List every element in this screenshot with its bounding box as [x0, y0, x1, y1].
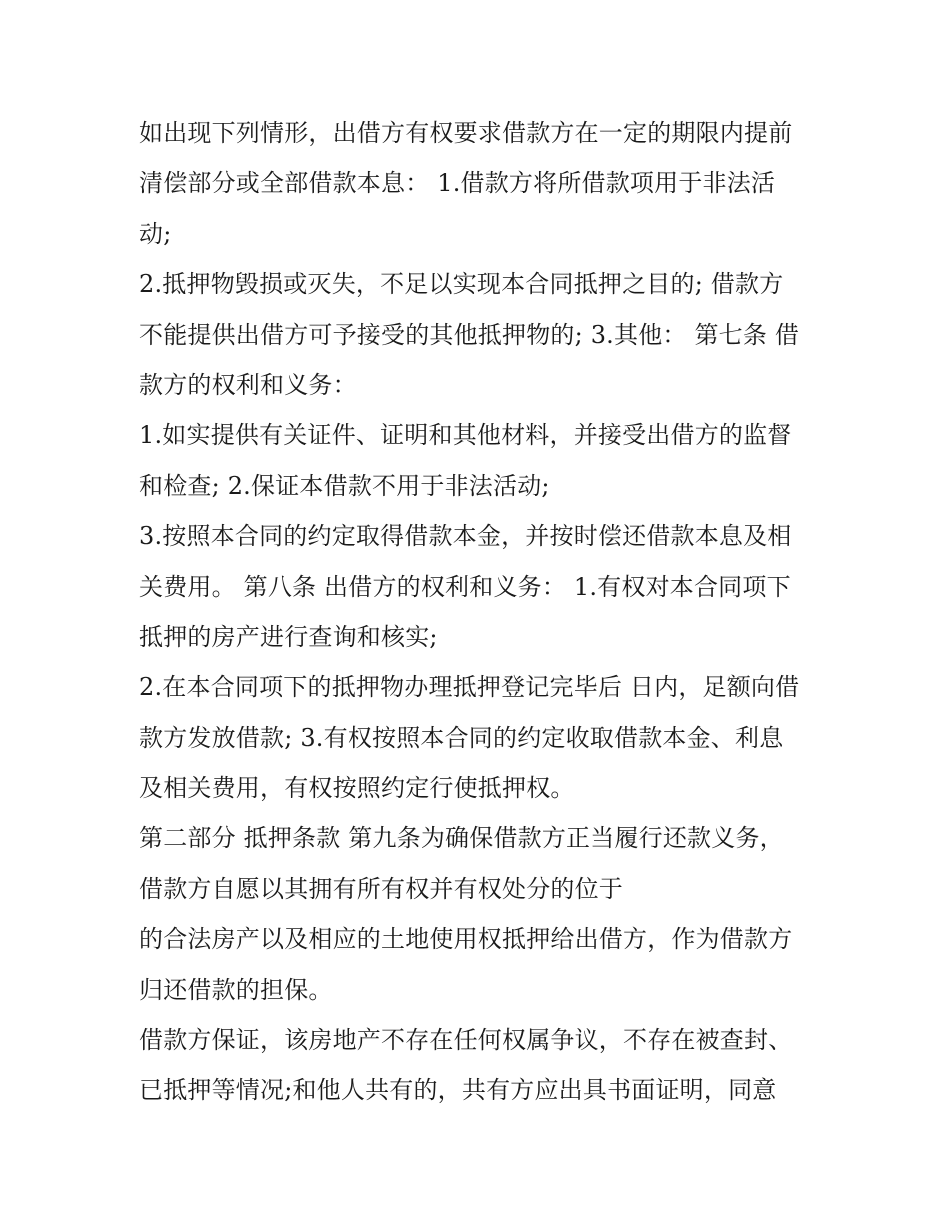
- text-line: 款方发放借款; 3.有权按照本合同的约定收取借款本金、利息: [139, 723, 784, 752]
- text-line: 及相关费用，有权按照约定行使抵押权。: [139, 774, 575, 803]
- text-line: 借款方自愿以其拥有所有权并有权处分的位于: [139, 874, 623, 903]
- text-line: 如出现下列情形，出借方有权要求借款方在一定的期限内提前: [139, 119, 793, 147]
- text-line: 动;: [139, 219, 172, 248]
- text-line: 1.如实提供有关证件、证明和其他材料，并接受出借方的监督: [139, 421, 792, 450]
- text-line: 归还借款的担保。: [139, 975, 333, 1004]
- text-line: 和检查; 2.保证本借款不用于非法活动;: [139, 471, 550, 500]
- text-line: 的合法房产以及相应的土地使用权抵押给出借方，作为借款方: [139, 925, 793, 954]
- text-line: 已抵押等情况;和他人共有的，共有方应出具书面证明，同意: [139, 1076, 777, 1105]
- text-line: 清偿部分或全部借款本息： 1.借款方将所借款项用于非法活: [139, 169, 776, 198]
- text-line: 不能提供出借方可予接受的其他抵押物的; 3.其他： 第七条 借: [139, 320, 800, 349]
- text-line: 第二部分 抵押条款 第九条为确保借款方正当履行还款义务，: [139, 824, 784, 853]
- text-line: 抵押的房产进行查询和核实;: [139, 622, 438, 651]
- text-line: 款方的权利和义务：: [139, 370, 357, 399]
- text-line: 3.按照本合同的约定取得借款本金，并按时偿还借款本息及相: [139, 522, 792, 551]
- text-line: 借款方保证，该房地产不存在任何权属争议，不存在被查封、: [139, 1026, 793, 1055]
- text-line: 2.在本合同项下的抵押物办理抵押登记完毕后 日内，足额向借: [139, 673, 800, 702]
- text-line: 关费用。 第八条 出借方的权利和义务： 1.有权对本合同项下: [139, 572, 791, 601]
- document-body: [139, 108, 819, 1116]
- text-line: 2.抵押物毁损或灭失，不足以实现本合同抵押之目的; 借款方: [139, 270, 784, 299]
